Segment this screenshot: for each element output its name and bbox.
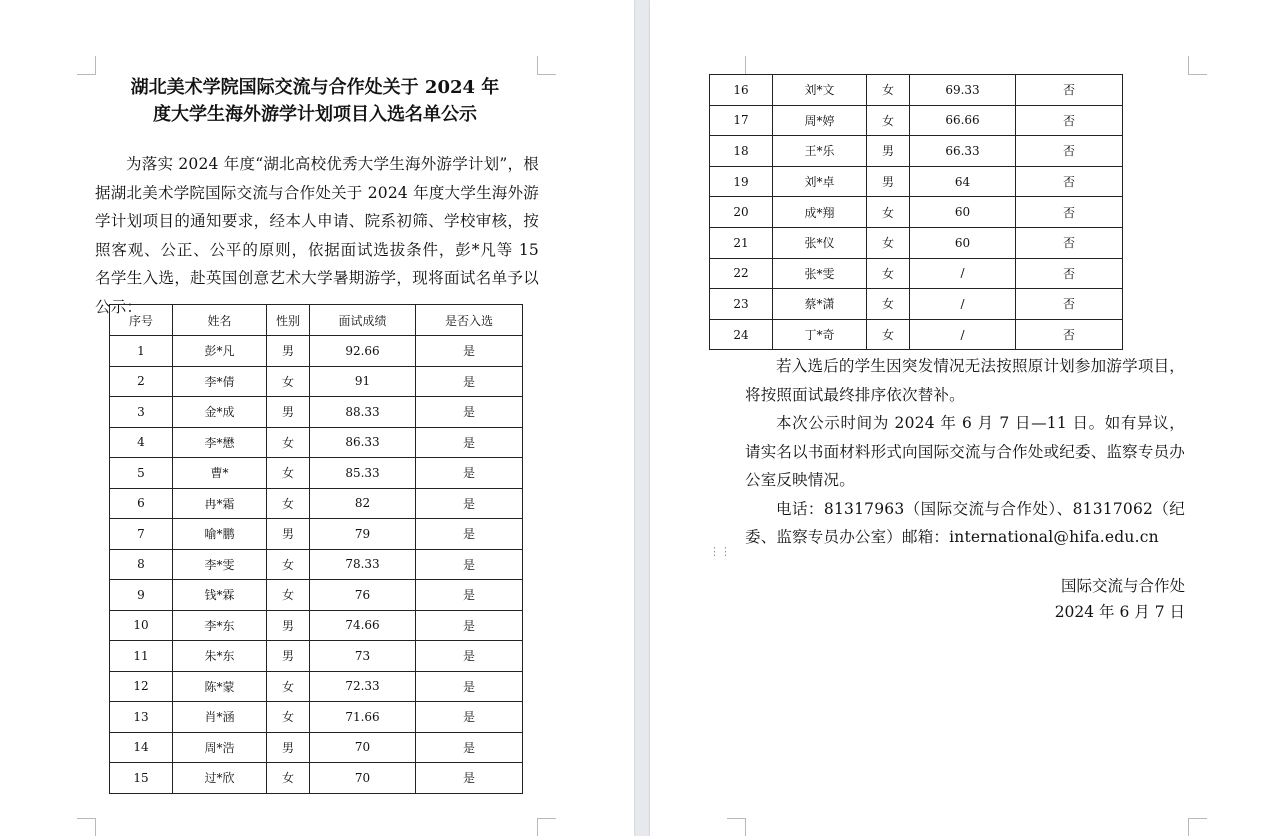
cell-gender: 男	[867, 136, 910, 167]
cell-gender: 女	[267, 488, 310, 519]
cell-index: 17	[710, 105, 773, 136]
table-row	[110, 580, 523, 611]
cell-score: /	[910, 258, 1016, 289]
cell-selected: 是	[416, 458, 523, 489]
cell-selected: 否	[1016, 258, 1123, 289]
header-index: 序号	[110, 305, 173, 336]
table-row	[110, 519, 523, 550]
cell-index: 19	[710, 166, 773, 197]
cell-name: 周*婷	[773, 105, 867, 136]
cell-selected: 是	[416, 641, 523, 672]
cell-gender: 男	[867, 166, 910, 197]
cell-name: 蔡*潇	[773, 289, 867, 320]
cell-name: 李*倩	[173, 366, 267, 397]
table-row	[110, 336, 523, 367]
cell-score: 79	[310, 519, 416, 550]
cell-name: 张*仪	[773, 227, 867, 258]
cell-score: 69.33	[910, 75, 1016, 106]
cell-gender: 女	[267, 702, 310, 733]
cell-index: 24	[710, 319, 773, 350]
cell-score: 91	[310, 366, 416, 397]
table-row	[710, 105, 1123, 136]
cell-selected: 否	[1016, 289, 1123, 320]
cell-index: 1	[110, 336, 173, 367]
cell-selected: 否	[1016, 227, 1123, 258]
cell-score: /	[910, 319, 1016, 350]
cell-score: 66.66	[910, 105, 1016, 136]
cell-name: 张*雯	[773, 258, 867, 289]
cell-score: 78.33	[310, 549, 416, 580]
cell-gender: 男	[267, 610, 310, 641]
cell-name: 李*东	[173, 610, 267, 641]
cell-gender: 男	[267, 397, 310, 428]
document-page-2	[650, 0, 1286, 836]
cell-selected: 是	[416, 519, 523, 550]
cell-selected: 是	[416, 427, 523, 458]
cell-name: 刘*卓	[773, 166, 867, 197]
cell-index: 9	[110, 580, 173, 611]
table-row	[710, 75, 1123, 106]
cell-score: 70	[310, 732, 416, 763]
crop-mark	[1188, 56, 1207, 75]
table-row	[110, 488, 523, 519]
signature-block	[1055, 573, 1185, 625]
intro-text: 为落实 2024 年度“湖北高校优秀大学生海外游学计划”，根据湖北美术学院国际交流与合作处关于 2024 年度大学生海外游学计划项目的通知要求，经本人申请、院系初筛、学校审核，按照客观、公正、公平的原则，依据面试选拔条件，彭*凡等 15 名学生入选，赴英国创意艺术大学暑期游学，现将面试名单予以公示：	[95, 155, 539, 316]
cell-gender: 女	[867, 197, 910, 228]
cell-gender: 女	[867, 289, 910, 320]
candidates-table[interactable]	[109, 304, 523, 794]
cell-index: 15	[110, 763, 173, 794]
cell-name: 李*雯	[173, 549, 267, 580]
cell-selected: 是	[416, 763, 523, 794]
table-row	[110, 366, 523, 397]
cell-index: 5	[110, 458, 173, 489]
table-row	[710, 197, 1123, 228]
cell-name: 肖*涵	[173, 702, 267, 733]
table-row	[110, 702, 523, 733]
cell-score: 66.33	[910, 136, 1016, 167]
cell-name: 喻*鹏	[173, 519, 267, 550]
cell-selected: 是	[416, 610, 523, 641]
notes-section[interactable]	[745, 352, 1185, 552]
header-gender: 性别	[267, 305, 310, 336]
cell-index: 8	[110, 549, 173, 580]
cell-name: 曹*	[173, 458, 267, 489]
cell-score: 82	[310, 488, 416, 519]
cell-score: 60	[910, 227, 1016, 258]
cell-name: 陈*蒙	[173, 671, 267, 702]
cell-gender: 女	[267, 458, 310, 489]
cell-score: 92.66	[310, 336, 416, 367]
cell-score: 72.33	[310, 671, 416, 702]
table-row	[110, 427, 523, 458]
cell-gender: 女	[867, 319, 910, 350]
cell-score: 86.33	[310, 427, 416, 458]
cell-selected: 否	[1016, 105, 1123, 136]
intro-paragraph[interactable]	[95, 150, 539, 321]
cell-name: 刘*文	[773, 75, 867, 106]
cell-name: 成*翔	[773, 197, 867, 228]
cell-gender: 女	[267, 427, 310, 458]
cell-selected: 是	[416, 671, 523, 702]
cell-index: 10	[110, 610, 173, 641]
table-row	[110, 641, 523, 672]
cell-index: 21	[710, 227, 773, 258]
table-row	[110, 732, 523, 763]
table-row	[710, 227, 1123, 258]
cell-selected: 否	[1016, 319, 1123, 350]
cell-name: 钱*霖	[173, 580, 267, 611]
table-row	[710, 166, 1123, 197]
cell-gender: 女	[867, 75, 910, 106]
cell-name: 朱*东	[173, 641, 267, 672]
cell-gender: 女	[267, 549, 310, 580]
cell-name: 李*懋	[173, 427, 267, 458]
table-row	[710, 289, 1123, 320]
signature-org: 国际交流与合作处	[1060, 577, 1185, 595]
cell-score: 74.66	[310, 610, 416, 641]
cell-selected: 是	[416, 366, 523, 397]
cell-index: 12	[110, 671, 173, 702]
table-header-row	[110, 305, 523, 336]
contact-info: 电话：81317963（国际交流与合作处）、81317062（纪委、监察专员办公室）邮箱：international@hifa.edu.cn	[745, 499, 1185, 546]
title-line-1: 湖北美术学院国际交流与合作处关于 2024 年	[130, 77, 500, 98]
cell-name: 王*乐	[773, 136, 867, 167]
crop-mark	[727, 56, 746, 75]
header-selected: 是否入选	[416, 305, 523, 336]
cell-score: /	[910, 289, 1016, 320]
document-page-1	[0, 0, 634, 836]
cell-selected: 是	[416, 732, 523, 763]
cell-index: 23	[710, 289, 773, 320]
cell-gender: 女	[267, 366, 310, 397]
cell-index: 13	[110, 702, 173, 733]
document-title	[100, 74, 530, 128]
cell-score: 60	[910, 197, 1016, 228]
crop-mark	[1188, 818, 1207, 836]
signature-date: 2024 年 6 月 7 日	[1054, 603, 1185, 621]
cell-name: 丁*奇	[773, 319, 867, 350]
cell-index: 11	[110, 641, 173, 672]
drag-handle-icon[interactable]: ⋮⋮	[709, 545, 731, 558]
cell-index: 20	[710, 197, 773, 228]
cell-name: 过*欣	[173, 763, 267, 794]
cell-gender: 女	[867, 105, 910, 136]
header-score: 面试成绩	[310, 305, 416, 336]
cell-selected: 否	[1016, 75, 1123, 106]
publicity-period-note: 本次公示时间为 2024 年 6 月 7 日—11 日。如有异议，请实名以书面材料形式向国际交流与合作处或纪委、监察专员办公室反映情况。	[745, 414, 1185, 489]
cell-index: 4	[110, 427, 173, 458]
cell-name: 冉*霜	[173, 488, 267, 519]
cell-score: 71.66	[310, 702, 416, 733]
table-row	[110, 671, 523, 702]
cell-gender: 女	[867, 227, 910, 258]
table-row	[110, 610, 523, 641]
title-line-2: 度大学生海外游学计划项目入选名单公示	[153, 104, 477, 125]
cell-score: 70	[310, 763, 416, 794]
cell-gender: 女	[267, 763, 310, 794]
cell-gender: 女	[267, 671, 310, 702]
cell-score: 64	[910, 166, 1016, 197]
crop-mark	[727, 818, 746, 836]
cell-selected: 是	[416, 580, 523, 611]
table-row	[710, 319, 1123, 350]
cell-name: 金*成	[173, 397, 267, 428]
cell-score: 76	[310, 580, 416, 611]
cell-name: 彭*凡	[173, 336, 267, 367]
cell-selected: 否	[1016, 166, 1123, 197]
cell-index: 16	[710, 75, 773, 106]
substitution-note: 若入选后的学生因突发情况无法按照原计划参加游学项目，将按照面试最终排序依次替补。	[745, 357, 1185, 404]
cell-index: 14	[110, 732, 173, 763]
cell-gender: 男	[267, 641, 310, 672]
cell-selected: 否	[1016, 136, 1123, 167]
cell-score: 85.33	[310, 458, 416, 489]
crop-mark	[537, 56, 556, 75]
cell-selected: 是	[416, 549, 523, 580]
cell-index: 7	[110, 519, 173, 550]
cell-index: 6	[110, 488, 173, 519]
cell-name: 周*浩	[173, 732, 267, 763]
cell-index: 2	[110, 366, 173, 397]
table-row	[710, 258, 1123, 289]
cell-selected: 是	[416, 397, 523, 428]
table-row	[110, 549, 523, 580]
cell-selected: 是	[416, 702, 523, 733]
cell-gender: 男	[267, 519, 310, 550]
candidates-table-continued[interactable]	[709, 74, 1123, 350]
cell-score: 88.33	[310, 397, 416, 428]
cell-index: 18	[710, 136, 773, 167]
cell-index: 3	[110, 397, 173, 428]
table-row	[710, 136, 1123, 167]
cell-index: 22	[710, 258, 773, 289]
table-row	[110, 763, 523, 794]
cell-selected: 是	[416, 488, 523, 519]
table-row	[110, 397, 523, 428]
crop-mark	[77, 818, 96, 836]
header-name: 姓名	[173, 305, 267, 336]
cell-gender: 女	[867, 258, 910, 289]
cell-score: 73	[310, 641, 416, 672]
cell-selected: 否	[1016, 197, 1123, 228]
cell-gender: 男	[267, 336, 310, 367]
crop-mark	[77, 56, 96, 75]
cell-selected: 是	[416, 336, 523, 367]
cell-gender: 男	[267, 732, 310, 763]
table-row	[110, 458, 523, 489]
cell-gender: 女	[267, 580, 310, 611]
crop-mark	[537, 818, 556, 836]
